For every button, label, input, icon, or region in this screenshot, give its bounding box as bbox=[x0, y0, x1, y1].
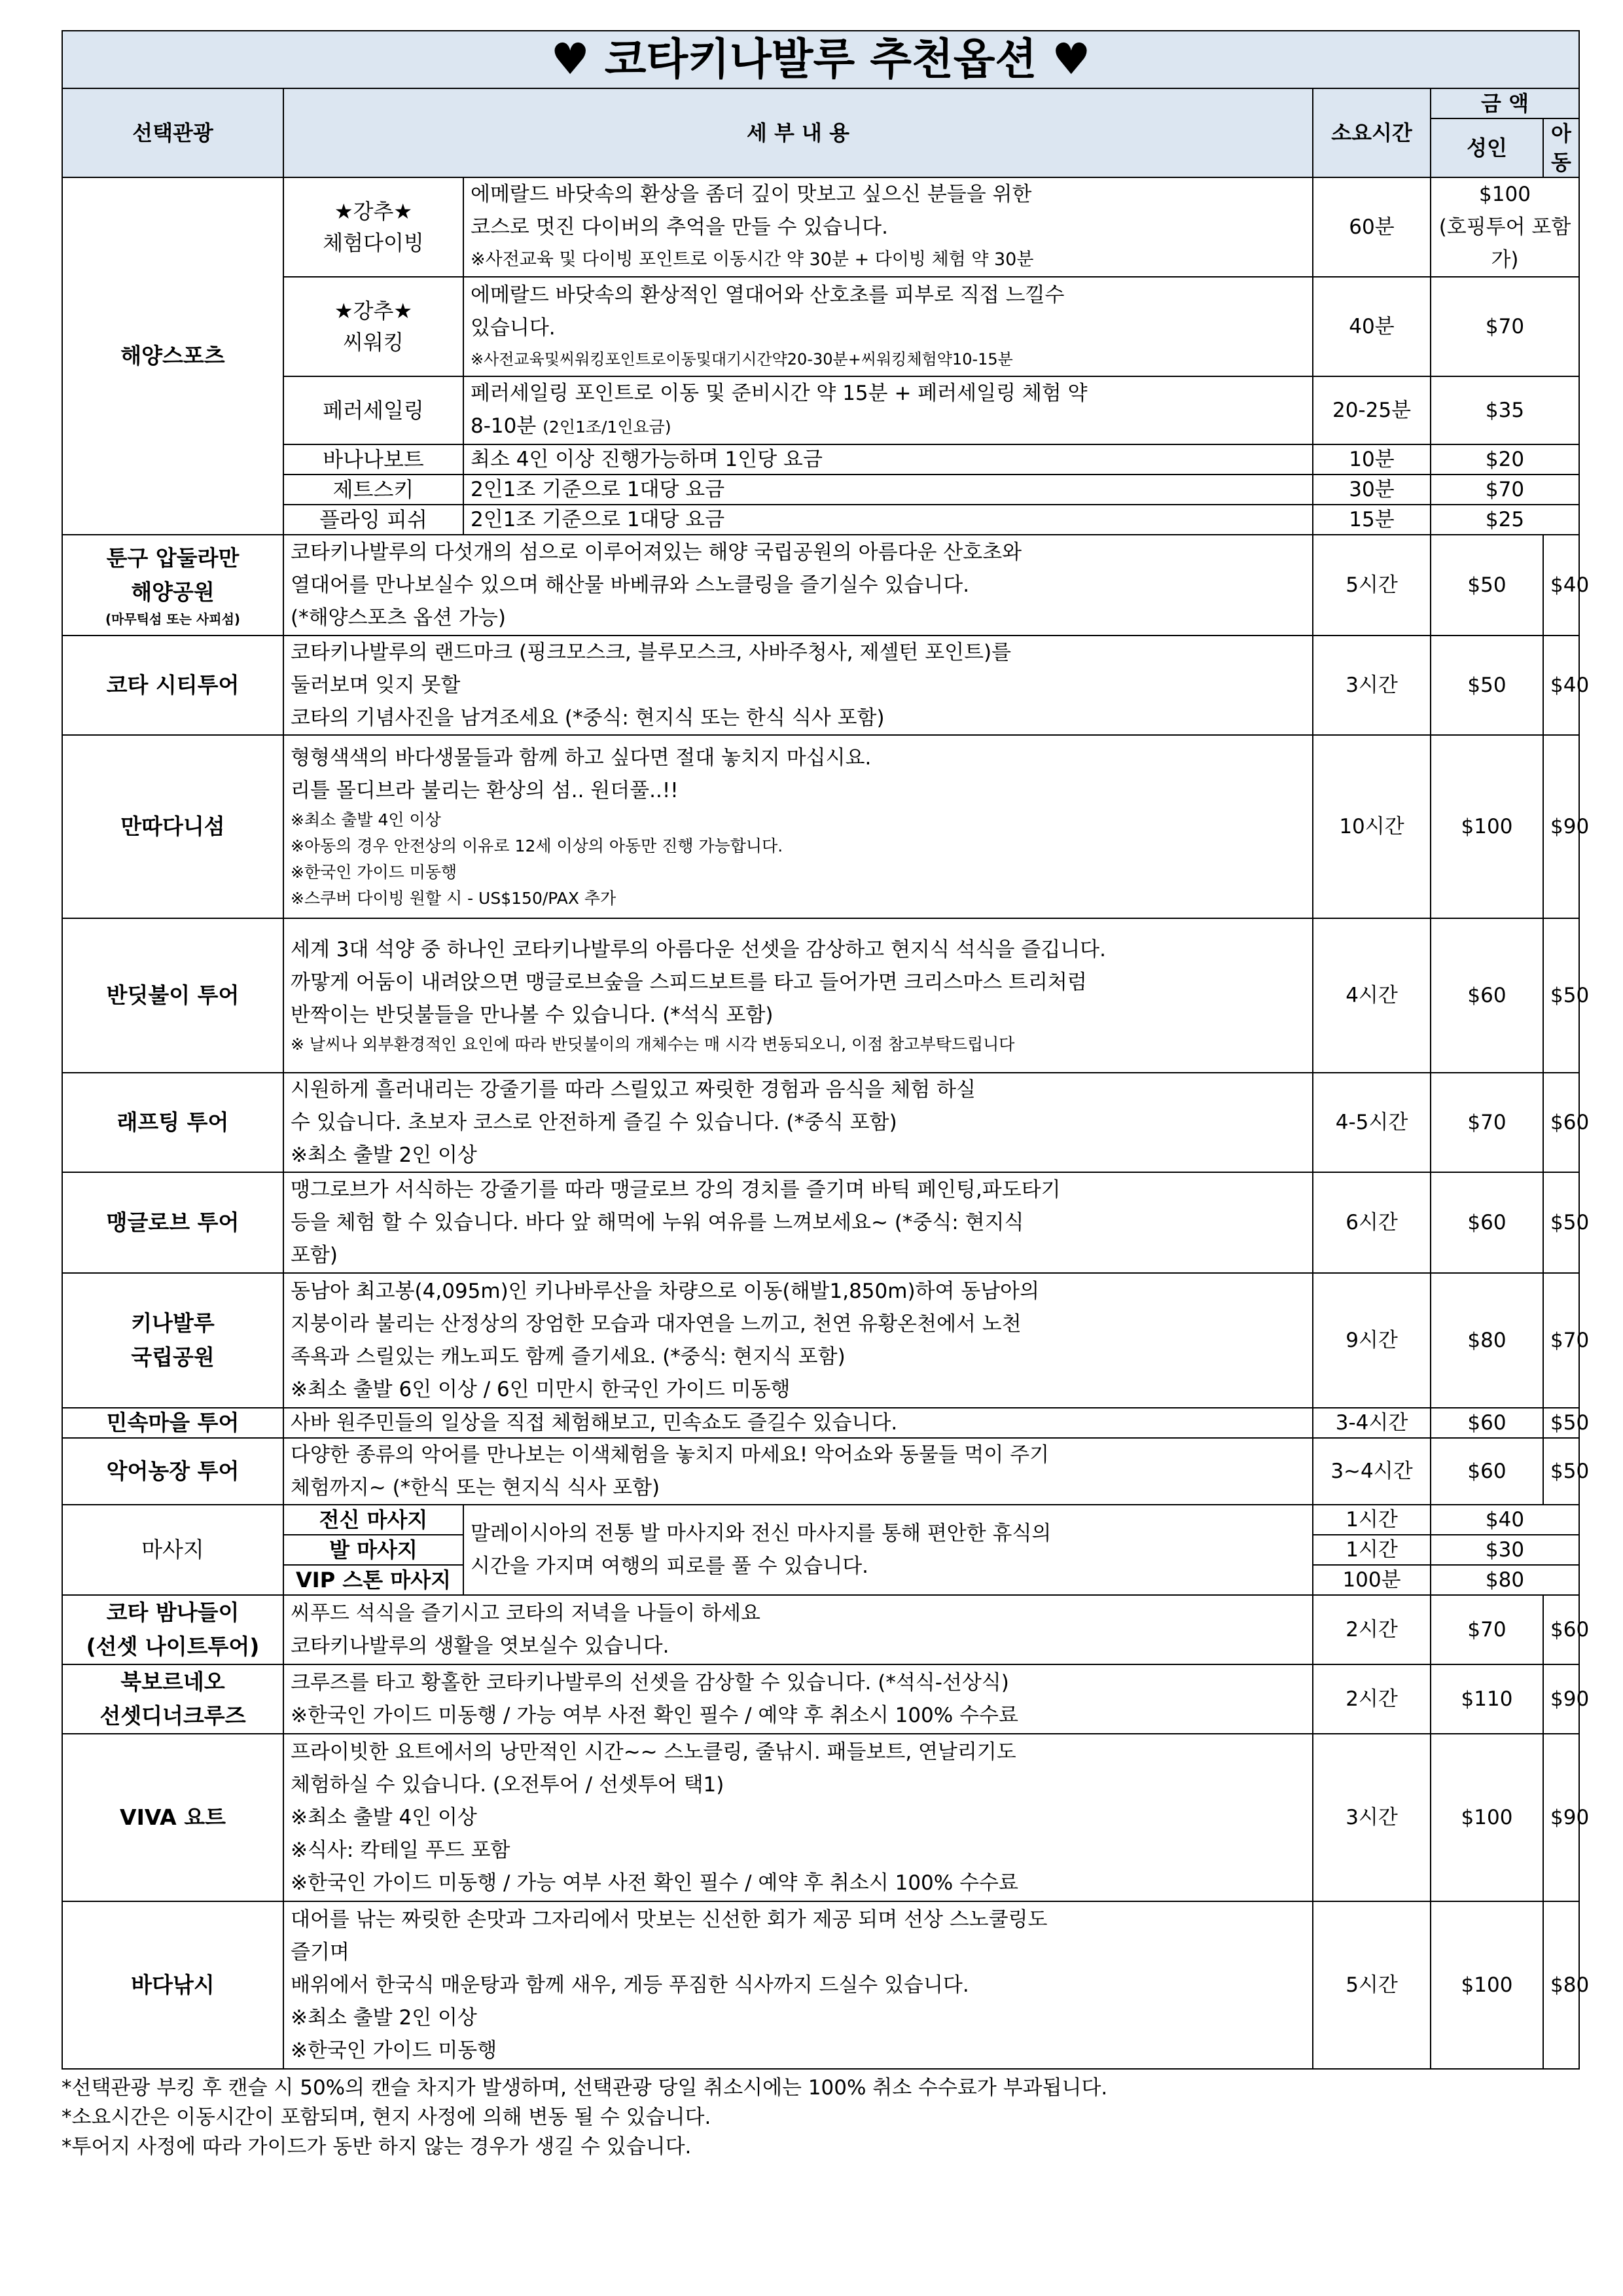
item-diving-price: $100 (호핑투어 포함가) bbox=[1431, 177, 1579, 277]
item-parasail-duration: 20-25분 bbox=[1313, 376, 1431, 444]
category-mangrove: 맹글로브 투어 bbox=[62, 1172, 283, 1273]
category-rafting: 래프팅 투어 bbox=[62, 1073, 283, 1172]
mantanani-adult: $100 bbox=[1431, 735, 1543, 918]
item-jetski-duration: 30분 bbox=[1313, 475, 1431, 505]
tunku-adult: $50 bbox=[1431, 535, 1543, 636]
item-jetski-name: 제트스키 bbox=[283, 475, 463, 505]
category-massage: 마사지 bbox=[62, 1505, 283, 1595]
mangrove-adult: $60 bbox=[1431, 1172, 1543, 1273]
kinabalu-adult: $80 bbox=[1431, 1273, 1543, 1408]
tunku-desc: 코타키나발루의 다섯개의 섬으로 이루어져있는 해양 국립공원의 아름다운 산호초와 열대어를 만나보실수 있으며 해산물 바베큐와 스노클링을 즐기실수 있습니다. (*해양스포츠 옵션 가능) bbox=[283, 535, 1313, 636]
massage-full-name: 전신 마사지 bbox=[283, 1505, 463, 1535]
table-row bbox=[62, 918, 1579, 1073]
cruise-desc: 크루즈를 타고 황홀한 코타키나발루의 선셋을 감상할 수 있습니다. (*석식-선상식) ※한국인 가이드 미동행 / 가능 여부 사전 확인 필수 / 예약 후 취소시 100% 수수료 bbox=[283, 1664, 1313, 1734]
village-child: $50 bbox=[1543, 1408, 1579, 1438]
croc-adult: $60 bbox=[1431, 1438, 1543, 1505]
cruise-duration: 2시간 bbox=[1313, 1664, 1431, 1734]
mangrove-desc: 맹그로브가 서식하는 강줄기를 따라 맹글로브 강의 경치를 즐기며 바틱 페인팅,파도타기 등을 체험 할 수 있습니다. 바다 앞 해먹에 누워 여유를 느껴보세요~ (*중식: 현지식 포함) bbox=[283, 1172, 1313, 1273]
night-adult: $70 bbox=[1431, 1595, 1543, 1664]
mantanani-child: $90 bbox=[1543, 735, 1579, 918]
village-adult: $60 bbox=[1431, 1408, 1543, 1438]
category-village: 민속마을 투어 bbox=[62, 1408, 283, 1438]
page-title: ♥ 코타키나발루 추천옵션 ♥ bbox=[62, 31, 1579, 88]
fishing-adult: $100 bbox=[1431, 1901, 1543, 2069]
item-diving-desc: 에메랄드 바닷속의 환상을 좀더 깊이 맛보고 싶으신 분들을 위한 코스로 멋진 다이버의 추억을 만들 수 있습니다. ※사전교육 및 다이빙 포인트로 이동시간 약 30분 + 다이빙 체험 약 30분 bbox=[463, 177, 1313, 277]
table-row bbox=[62, 1172, 1579, 1273]
item-banana-name: 바나나보트 bbox=[283, 444, 463, 475]
item-diving-duration: 60분 bbox=[1313, 177, 1431, 277]
night-desc: 씨푸드 석식을 즐기시고 코타의 저녁을 나들이 하세요 코타키나발루의 생활을 엿보실수 있습니다. bbox=[283, 1595, 1313, 1664]
table-row bbox=[62, 505, 1579, 535]
night-child: $60 bbox=[1543, 1595, 1579, 1664]
item-parasail-price: $35 bbox=[1431, 376, 1579, 444]
fishing-child: $80 bbox=[1543, 1901, 1579, 2069]
massage-vip-price: $80 bbox=[1431, 1565, 1579, 1595]
table-row bbox=[62, 1664, 1579, 1734]
table-row bbox=[62, 1438, 1579, 1505]
city-adult: $50 bbox=[1431, 636, 1543, 735]
yacht-duration: 3시간 bbox=[1313, 1734, 1431, 1901]
category-mantanani: 만따다니섬 bbox=[62, 735, 283, 918]
massage-foot-name: 발 마사지 bbox=[283, 1535, 463, 1565]
tunku-child: $40 bbox=[1543, 535, 1579, 636]
massage-vip-name: VIP 스톤 마사지 bbox=[283, 1565, 463, 1595]
table-row bbox=[62, 1505, 1579, 1535]
category-cruise: 북보르네오 선셋디너크루즈 bbox=[62, 1664, 283, 1734]
table-row bbox=[62, 1273, 1579, 1408]
category-city: 코타 시티투어 bbox=[62, 636, 283, 735]
header-duration: 소요시간 bbox=[1313, 88, 1431, 177]
item-flyfish-price: $25 bbox=[1431, 505, 1579, 535]
table-row bbox=[62, 475, 1579, 505]
kinabalu-duration: 9시간 bbox=[1313, 1273, 1431, 1408]
category-firefly: 반딧불이 투어 bbox=[62, 918, 283, 1073]
kinabalu-desc: 동남아 최고봉(4,095m)인 키나바루산을 차량으로 이동(해발1,850m)하여 동남아의 지붕이라 불리는 산정상의 장엄한 모습과 대자연을 느끼고, 천연 유황온천에서 노천 족욕과 스릴있는 캐노피도 함께 즐기세요. (*중식: 현지식 포함) ※최소 출발 6인 이상 / 6인 미만시 한국인 가이드 미동행 bbox=[283, 1273, 1313, 1408]
rafting-duration: 4-5시간 bbox=[1313, 1073, 1431, 1172]
rafting-adult: $70 bbox=[1431, 1073, 1543, 1172]
city-duration: 3시간 bbox=[1313, 636, 1431, 735]
fishing-desc: 대어를 낚는 짜릿한 손맛과 그자리에서 맛보는 신선한 회가 제공 되며 선상 스노쿨링도 즐기며 배위에서 한국식 매운탕과 함께 새우, 게등 푸짐한 식사까지 드실수 있습니다. ※최소 출발 2인 이상 ※한국인 가이드 미동행 bbox=[283, 1901, 1313, 2069]
item-seawalk-desc: 에메랄드 바닷속의 환상적인 열대어와 산호초를 피부로 직접 느낄수 있습니다. ※사전교육및씨워킹포인트로이동및대기시간약20-30분+씨워킹체험약10-15분 bbox=[463, 277, 1313, 376]
item-parasail-desc: 페러세일링 포인트로 이동 및 준비시간 약 15분 + 페러세일링 체험 약 8-10분 (2인1조/1인요금) bbox=[463, 376, 1313, 444]
kinabalu-child: $70 bbox=[1543, 1273, 1579, 1408]
category-night: 코타 밤나들이 (선셋 나이트투어) bbox=[62, 1595, 283, 1664]
table-row bbox=[62, 1734, 1579, 1901]
night-duration: 2시간 bbox=[1313, 1595, 1431, 1664]
item-flyfish-desc: 2인1조 기준으로 1대당 요금 bbox=[463, 505, 1313, 535]
croc-duration: 3~4시간 bbox=[1313, 1438, 1431, 1505]
category-fishing: 바다낚시 bbox=[62, 1901, 283, 2069]
firefly-adult: $60 bbox=[1431, 918, 1543, 1073]
item-seawalk-price: $70 bbox=[1431, 277, 1579, 376]
firefly-desc: 세계 3대 석양 중 하나인 코타키나발루의 아름다운 선셋을 감상하고 현지식 석식을 즐깁니다. 까맣게 어둠이 내려앉으면 맹글로브숲을 스피드보트를 타고 들어가면 크리스마스 트리처럼 반짝이는 반딧불들을 만나볼 수 있습니다. (*석식 포함) ※ 날씨나 외부환경적인 요인에 따라 반딧불이의 개체수는 매 시각 변동되오니, 이점 참고부탁드립니다 bbox=[283, 918, 1313, 1073]
massage-vip-duration: 100분 bbox=[1313, 1565, 1431, 1595]
cruise-child: $90 bbox=[1543, 1664, 1579, 1734]
category-kinabalu: 키나발루 국립공원 bbox=[62, 1273, 283, 1408]
footer-notes bbox=[62, 2073, 1580, 2162]
footer-note: *소요시간은 이동시간이 포함되며, 현지 사정에 의해 변동 될 수 있습니다. bbox=[62, 2106, 711, 2129]
item-banana-desc: 최소 4인 이상 진행가능하며 1인당 요금 bbox=[463, 444, 1313, 475]
table-row bbox=[62, 1073, 1579, 1172]
firefly-child: $50 bbox=[1543, 918, 1579, 1073]
massage-desc: 말레이시아의 전통 발 마사지와 전신 마사지를 통해 편안한 휴식의 시간을 가지며 여행의 피로를 풀 수 있습니다. bbox=[463, 1505, 1313, 1595]
table-row bbox=[62, 535, 1579, 636]
table-row bbox=[62, 636, 1579, 735]
table-row bbox=[62, 735, 1579, 918]
category-yacht: VIVA 요트 bbox=[62, 1734, 283, 1901]
item-seawalk-duration: 40분 bbox=[1313, 277, 1431, 376]
table-row bbox=[62, 444, 1579, 475]
category-croc: 악어농장 투어 bbox=[62, 1438, 283, 1505]
header-detail: 세 부 내 용 bbox=[283, 88, 1313, 177]
item-flyfish-name: 플라잉 피쉬 bbox=[283, 505, 463, 535]
city-desc: 코타키나발루의 랜드마크 (핑크모스크, 블루모스크, 사바주청사, 제셀턴 포인트)를 둘러보며 잊지 못할 코타의 기념사진을 남겨조세요 (*중식: 현지식 또는 한식 식사 포함) bbox=[283, 636, 1313, 735]
fishing-duration: 5시간 bbox=[1313, 1901, 1431, 2069]
item-diving-name: ★강추★ 체험다이빙 bbox=[283, 177, 463, 277]
options-table bbox=[62, 30, 1590, 2070]
croc-desc: 다양한 종류의 악어를 만나보는 이색체험을 놓치지 마세요! 악어쇼와 동물들 먹이 주기 체험까지~ (*한식 또는 현지식 식사 포함) bbox=[283, 1438, 1313, 1505]
item-seawalk-name: ★강추★ 씨워킹 bbox=[283, 277, 463, 376]
massage-foot-price: $30 bbox=[1431, 1535, 1579, 1565]
header-price: 금 액 bbox=[1431, 88, 1579, 118]
massage-foot-duration: 1시간 bbox=[1313, 1535, 1431, 1565]
item-flyfish-duration: 15분 bbox=[1313, 505, 1431, 535]
header-child: 아동 bbox=[1543, 118, 1579, 177]
header-adult: 성인 bbox=[1431, 118, 1543, 177]
options-document bbox=[62, 30, 1590, 2162]
item-jetski-price: $70 bbox=[1431, 475, 1579, 505]
item-banana-duration: 10분 bbox=[1313, 444, 1431, 475]
cruise-adult: $110 bbox=[1431, 1664, 1543, 1734]
category-tunku: 툰구 압둘라만 해양공원 (마무틱섬 또는 사피섬) bbox=[62, 535, 283, 636]
footer-note: *투어지 사정에 따라 가이드가 동반 하지 않는 경우가 생길 수 있습니다. bbox=[62, 2135, 692, 2159]
table-row bbox=[62, 1408, 1579, 1438]
tunku-duration: 5시간 bbox=[1313, 535, 1431, 636]
table-row bbox=[62, 1595, 1579, 1664]
yacht-desc: 프라이빗한 요트에서의 낭만적인 시간~~ 스노클링, 줄낚시. 패들보트, 연날리기도 체험하실 수 있습니다. (오전투어 / 선셋투어 택1) ※최소 출발 4인 이상 ※식사: 칵테일 푸드 포함 ※한국인 가이드 미동행 / 가능 여부 사전 확인 필수 / 예약 후 취소시 100% 수수료 bbox=[283, 1734, 1313, 1901]
village-desc: 사바 원주민들의 일상을 직접 체험해보고, 민속쇼도 즐길수 있습니다. bbox=[283, 1408, 1313, 1438]
rafting-child: $60 bbox=[1543, 1073, 1579, 1172]
table-row bbox=[62, 1901, 1579, 2069]
massage-full-duration: 1시간 bbox=[1313, 1505, 1431, 1535]
firefly-duration: 4시간 bbox=[1313, 918, 1431, 1073]
croc-child: $50 bbox=[1543, 1438, 1579, 1505]
massage-full-price: $40 bbox=[1431, 1505, 1579, 1535]
mangrove-child: $50 bbox=[1543, 1172, 1579, 1273]
footer-note: *선택관광 부킹 후 캔슬 시 50%의 캔슬 차지가 발생하며, 선택관광 당일 취소시에는 100% 취소 수수료가 부과됩니다. bbox=[62, 2076, 1108, 2100]
header-category: 선택관광 bbox=[62, 88, 283, 177]
city-child: $40 bbox=[1543, 636, 1579, 735]
category-marine: 해양스포츠 bbox=[62, 177, 283, 535]
table-row bbox=[62, 376, 1579, 444]
mangrove-duration: 6시간 bbox=[1313, 1172, 1431, 1273]
mantanani-duration: 10시간 bbox=[1313, 735, 1431, 918]
table-row bbox=[62, 177, 1579, 277]
item-parasail-name: 페러세일링 bbox=[283, 376, 463, 444]
mantanani-desc: 형형색색의 바다생물들과 함께 하고 싶다면 절대 놓치지 마십시요. 리틀 몰디브라 불리는 환상의 섬.. 원더풀..!! ※최소 출발 4인 이상 ※아동의 경우 안전상의 이유로 12세 이상의 아동만 진행 가능합니다. ※한국인 가이드 미동행 ※스쿠버 다이빙 원할 시 - US$150/PAX 추가 bbox=[283, 735, 1313, 918]
table-row bbox=[62, 277, 1579, 376]
village-duration: 3-4시간 bbox=[1313, 1408, 1431, 1438]
item-banana-price: $20 bbox=[1431, 444, 1579, 475]
item-jetski-desc: 2인1조 기준으로 1대당 요금 bbox=[463, 475, 1313, 505]
yacht-child: $90 bbox=[1543, 1734, 1579, 1901]
rafting-desc: 시원하게 흘러내리는 강줄기를 따라 스릴있고 짜릿한 경험과 음식을 체험 하실 수 있습니다. 초보자 코스로 안전하게 즐길 수 있습니다. (*중식 포함) ※최소 출발 2인 이상 bbox=[283, 1073, 1313, 1172]
yacht-adult: $100 bbox=[1431, 1734, 1543, 1901]
